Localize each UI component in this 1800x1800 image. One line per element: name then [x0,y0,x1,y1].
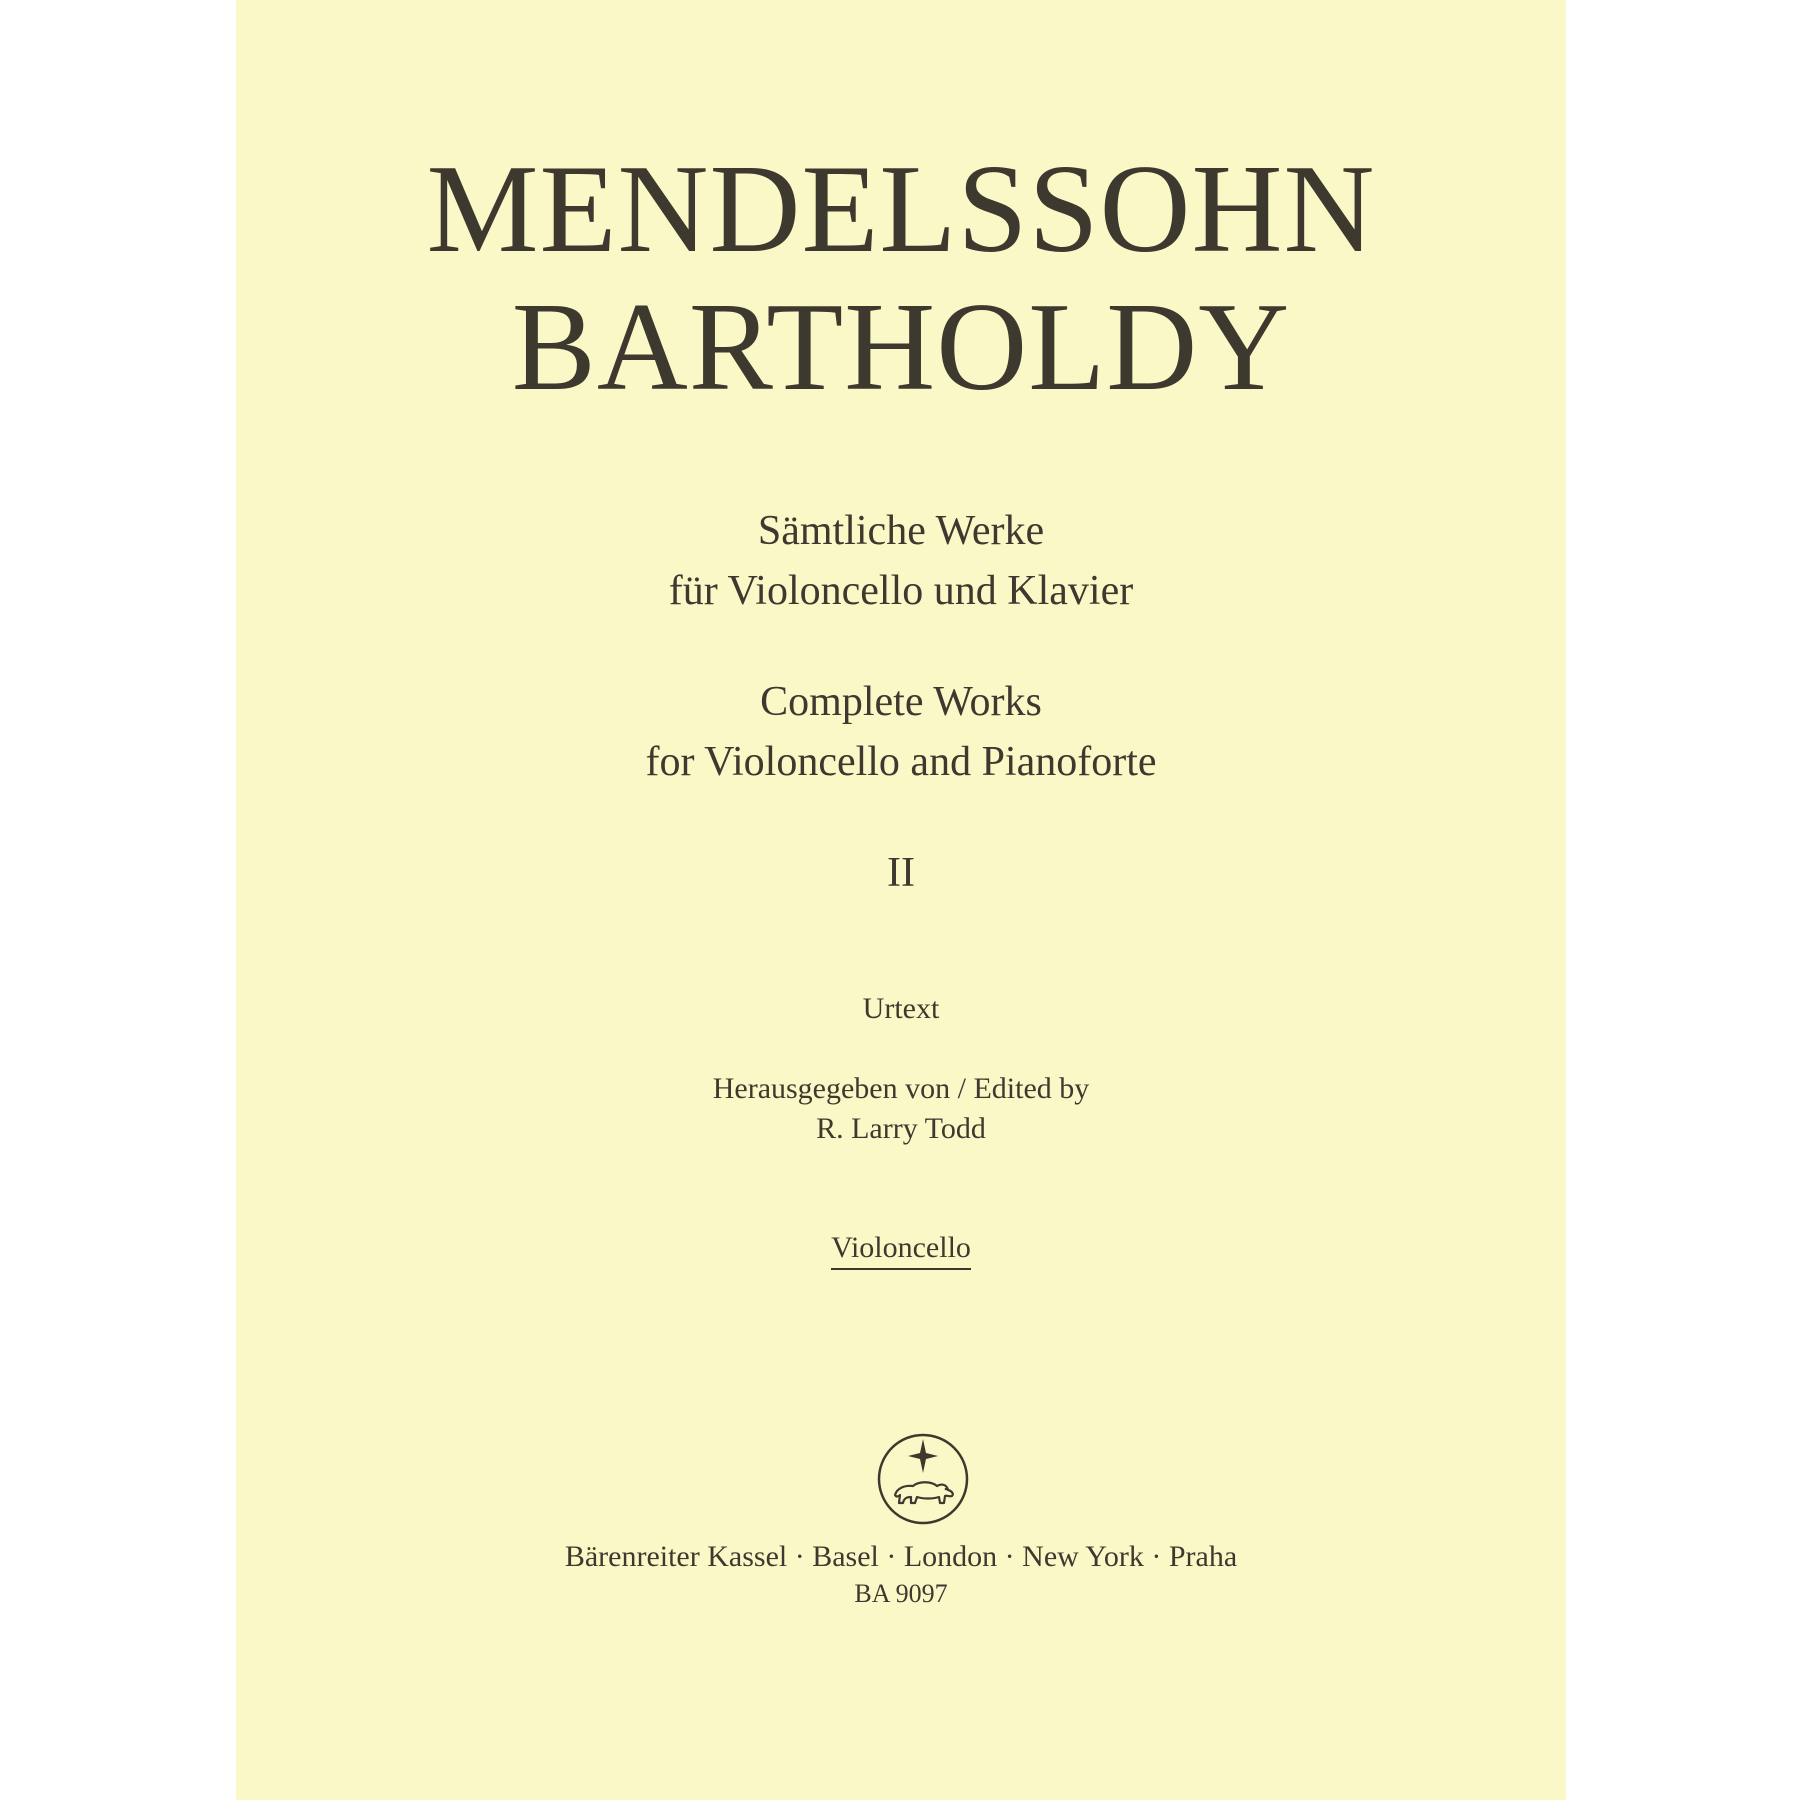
title-english-line-2: for Violoncello and Pianoforte [645,739,1157,785]
edited-by-label: Herausgegeben von / Edited by [712,1072,1090,1105]
editor-name: R. Larry Todd [816,1112,986,1145]
title-english-line-1: Complete Works [760,679,1042,725]
publisher-cities: Bärenreiter Kassel · Basel · London · New York · Praha [564,1540,1238,1573]
part-label: Violoncello [831,1233,971,1270]
catalog-number: BA 9097 [854,1579,948,1608]
composer-name-line-1: MENDELSSOHN [426,140,1376,279]
part-label-row [236,1233,1566,1270]
barenreiter-bear-star-logo-icon [875,1431,971,1527]
title-german-line-2: für Violoncello und Klavier [668,568,1134,614]
volume-number: II [887,850,915,896]
urtext-label: Urtext [862,992,940,1025]
title-german-line-1: Sämtliche Werke [757,508,1045,554]
composer-name-line-2: BARTHOLDY [511,278,1291,417]
score-cover [236,0,1566,1800]
